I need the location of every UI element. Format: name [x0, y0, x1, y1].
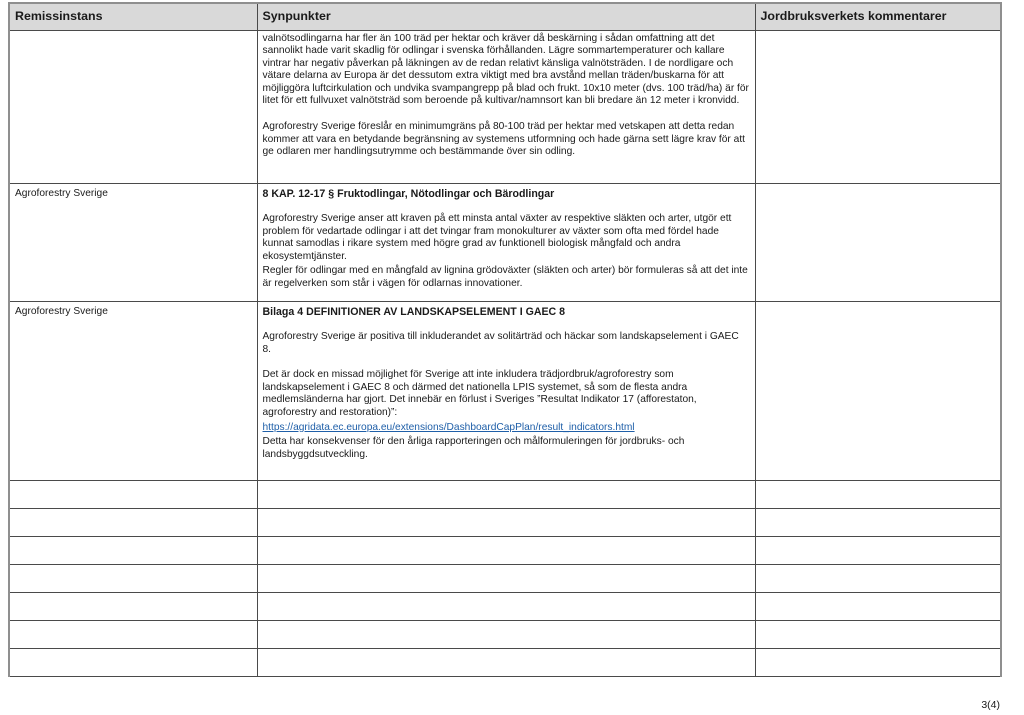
synpunkt-paragraph: Regler för odlingar med en mångfald av lignina grödoväxter (släkten och arter) bör formuleras så att det inte är regelverken som står i vägen för odlarnas innovationer.: [262, 265, 748, 290]
synpunkt-paragraph: Agroforestry Sverige anser att kraven på ett minsta antal växter av respektive släkten och arter, utgör ett problem för vedartade odlingar i att det tvingar fram monokulturer av växter som ofta med fördel hade kunnat samodlas i rikare system med högre grad av funktionell biologisk mångfald och andra ekosystemtjänster.: [262, 213, 732, 262]
empty-table-row: [9, 508, 1001, 536]
synpunkter-cell: [257, 30, 755, 183]
header-synpunkter: Synpunkter: [257, 3, 755, 30]
empty-cell: [755, 592, 1001, 620]
table-row: [9, 301, 1001, 480]
empty-cell: [257, 620, 755, 648]
synpunkt-heading: 8 KAP. 12-17 § Fruktodlingar, Nötodlingar och Bärodlingar: [262, 187, 555, 200]
empty-cell: [257, 564, 755, 592]
synpunkt-paragraph: valnötsodlingarna har fler än 100 träd per hektar och kräver då beskärning i sådan omfattning att det sannolikt hade varit skadlig för odlingar i svenska förhållanden. Lägre sommartemperaturer och kallare vintrar har negativ påverkan på läkningen av de redan relativt känsliga valnötsträden. I de nordligare och vätare delarna av Europa är det dessutom extra viktigt med bra avstånd mellan träden/buskarna för att möjliggöra luftcirkulation och undvika svampangrepp på blad och frukt. 10x10 meter (dvs. 100 träd/ha) är för litet för ett fullvuxet valnötsträd som beroende på kultivar/namnsort kan bli bredare än 12 meter i kronvidd.: [262, 32, 749, 107]
empty-table-row: [9, 648, 1001, 676]
table-row: [9, 183, 1001, 301]
empty-table-row: [9, 536, 1001, 564]
synpunkt-paragraph: Det är dock en missad möjlighet för Sverige att inte inkludera trädjordbruk/agroforestry som landskapselement i GAEC 8 och därmed det nationella LPIS systemet, så som de flesta andra medlemsländerna har gjort. Det innebär en förlust i Sveriges ”Resultat Indikator 17 (afforestaton, agroforestry and restoration)”:: [262, 369, 697, 419]
table-header-row: [9, 3, 1001, 30]
empty-table-row: [9, 592, 1001, 620]
synpunkter-cell: [257, 183, 755, 301]
empty-cell: [9, 508, 257, 536]
empty-table-row: [9, 480, 1001, 508]
empty-cell: [755, 480, 1001, 508]
empty-cell: [9, 536, 257, 564]
empty-cell: [755, 508, 1001, 536]
kommentar-cell: [755, 30, 1001, 183]
empty-cell: [9, 648, 257, 676]
synpunkt-heading: Bilaga 4 DEFINITIONER AV LANDSKAPSELEMENT I GAEC 8: [262, 305, 566, 318]
empty-cell: [755, 536, 1001, 564]
header-kommentarer: Jordbruksverkets kommentarer: [755, 3, 1001, 30]
empty-cell: [257, 648, 755, 676]
empty-cell: [9, 480, 257, 508]
table-row: [9, 30, 1001, 183]
page-number: 3(4): [981, 699, 1000, 711]
remissinstans-cell: [9, 30, 257, 183]
empty-cell: [257, 592, 755, 620]
empty-cell: [257, 536, 755, 564]
synpunkt-paragraph: Detta har konsekvenser för den årliga rapporteringen och målformuleringen för jordbruks- och landsbyggdsutveckling.: [262, 436, 685, 460]
synpunkter-cell: [257, 301, 755, 480]
result-indicators-link[interactable]: https://agridata.ec.europa.eu/extensions/DashboardCapPlan/result_indicators.html: [262, 421, 635, 433]
empty-table-row: [9, 620, 1001, 648]
empty-cell: [9, 620, 257, 648]
remiss-table: [8, 2, 1002, 677]
empty-cell: [9, 564, 257, 592]
header-remissinstans: Remissinstans: [9, 3, 257, 30]
kommentar-cell: [755, 301, 1001, 480]
empty-cell: [257, 480, 755, 508]
empty-table-row: [9, 564, 1001, 592]
empty-cell: [9, 592, 257, 620]
synpunkt-paragraph: Agroforestry Sverige föreslår en minimumgräns på 80-100 träd per hektar med vetskapen att detta redan kommer att vara en betydande begränsning av systemens utformning och hade gärna sett lägre krav för att ge odlaren mer handlingsutrymme och bestämmande över sin odling.: [262, 121, 745, 158]
kommentar-cell: [755, 183, 1001, 301]
empty-cell: [755, 620, 1001, 648]
synpunkt-paragraph: Agroforestry Sverige är positiva till inkluderandet av solitärträd och häckar som landskapselement i GAEC 8.: [262, 331, 739, 355]
remissinstans-cell: Agroforestry Sverige: [9, 301, 257, 480]
remissinstans-cell: Agroforestry Sverige: [9, 183, 257, 301]
empty-cell: [755, 564, 1001, 592]
empty-cell: [755, 648, 1001, 676]
empty-cell: [257, 508, 755, 536]
